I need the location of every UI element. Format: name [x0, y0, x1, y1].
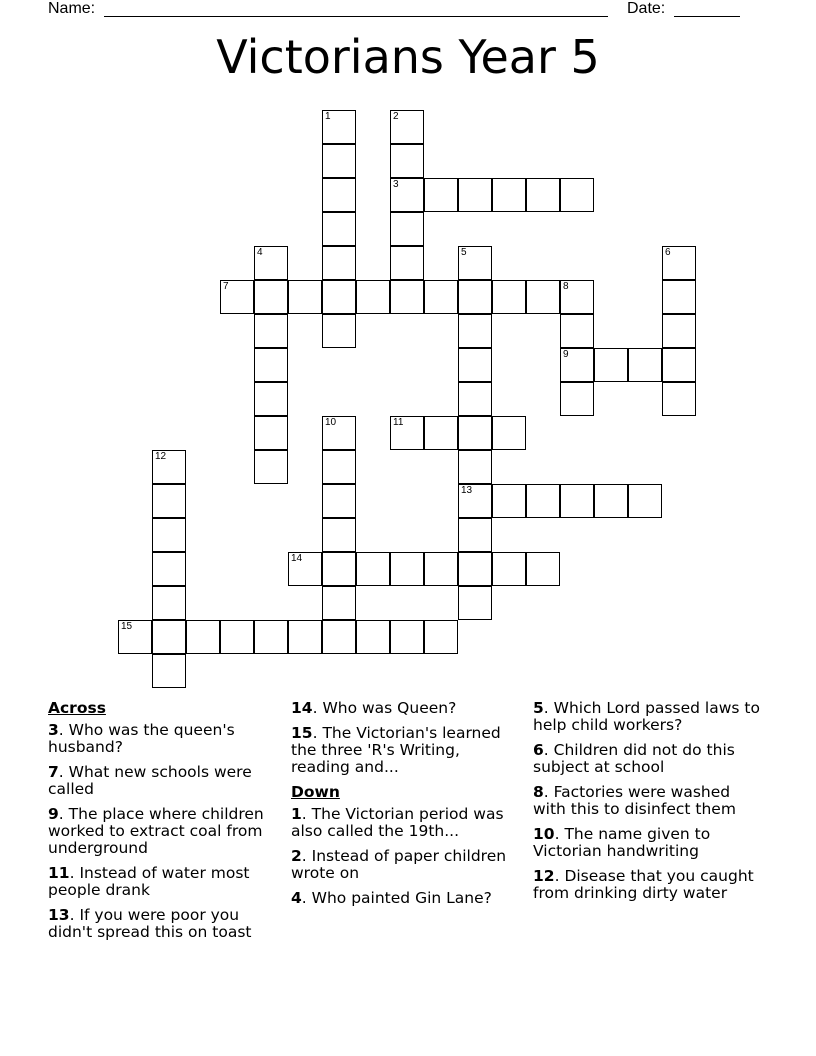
grid-cell[interactable]	[322, 314, 356, 348]
grid-cell[interactable]	[492, 484, 526, 518]
grid-cell[interactable]	[390, 552, 424, 586]
grid-cell[interactable]	[322, 246, 356, 280]
date-label: Date:	[627, 0, 666, 17]
grid-cell[interactable]	[560, 314, 594, 348]
grid-cell[interactable]	[118, 620, 152, 654]
across-clue-7: 7. What new schools were called	[48, 763, 252, 798]
grid-cell[interactable]	[254, 314, 288, 348]
grid-cell[interactable]	[322, 280, 356, 314]
grid-cell[interactable]	[458, 416, 492, 450]
grid-cell[interactable]	[152, 654, 186, 688]
clue-text: The place where children worked to extract coal from underground	[48, 805, 264, 857]
clue-number: 13	[48, 906, 70, 924]
clue-text: Children did not do this subject at school	[533, 741, 735, 776]
cell-number: 6	[665, 247, 671, 258]
grid-cell[interactable]	[458, 348, 492, 382]
down-clue-5: 5. Which Lord passed laws to help child workers?	[533, 699, 760, 734]
grid-cell[interactable]	[458, 518, 492, 552]
down-clue-8: 8. Factories were washed with this to disinfect them	[533, 783, 736, 818]
grid-cell[interactable]	[662, 314, 696, 348]
grid-cell[interactable]	[322, 178, 356, 212]
clue-number: 11	[48, 864, 70, 882]
grid-cell[interactable]	[152, 552, 186, 586]
grid-cell[interactable]	[424, 552, 458, 586]
clue-text: Disease that you caught from drinking dirty water	[533, 867, 754, 902]
grid-cell[interactable]	[492, 280, 526, 314]
grid-cell[interactable]	[254, 416, 288, 450]
grid-cell[interactable]	[526, 484, 560, 518]
grid-cell[interactable]	[560, 484, 594, 518]
grid-cell[interactable]	[458, 382, 492, 416]
grid-cell[interactable]	[458, 586, 492, 620]
grid-cell[interactable]	[662, 382, 696, 416]
grid-cell[interactable]	[322, 518, 356, 552]
grid-cell[interactable]	[628, 484, 662, 518]
grid-cell[interactable]	[390, 110, 424, 144]
clue-text: Who was Queen?	[322, 699, 457, 717]
grid-cell[interactable]	[662, 246, 696, 280]
grid-cell[interactable]	[220, 280, 254, 314]
clue-text: Instead of paper children wrote on	[291, 847, 507, 882]
clue-text: Who was the queen's husband?	[48, 721, 235, 756]
across-clue-3: 3. Who was the queen's husband?	[48, 721, 235, 756]
clue-text: Who painted Gin Lane?	[311, 889, 492, 907]
down-clue-10: 10. The name given to Victorian handwriting	[533, 825, 711, 860]
grid-cell[interactable]	[628, 348, 662, 382]
cell-number: 15	[121, 621, 133, 632]
name-label: Name:	[48, 0, 96, 17]
clue-number: 14	[291, 699, 313, 717]
grid-cell[interactable]	[322, 212, 356, 246]
grid-cell[interactable]	[322, 110, 356, 144]
clue-text: What new schools were called	[48, 763, 252, 798]
clue-text: The Victorian period was also called the 19th...	[291, 805, 504, 840]
grid-cell[interactable]	[424, 280, 458, 314]
clue-number: 3	[48, 721, 59, 739]
grid-cell[interactable]	[560, 178, 594, 212]
down-clue-4: 4. Who painted Gin Lane?	[291, 889, 492, 907]
clue-number: 2	[291, 847, 302, 865]
cell-number: 8	[563, 281, 569, 292]
grid-cell[interactable]	[560, 348, 594, 382]
grid-cell[interactable]	[526, 552, 560, 586]
grid-cell[interactable]	[390, 144, 424, 178]
across-clue-14: 14. Who was Queen?	[291, 699, 457, 717]
grid-cell[interactable]	[288, 620, 322, 654]
grid-cell[interactable]	[322, 416, 356, 450]
page-title: Victorians Year 5	[216, 30, 600, 84]
cell-number: 14	[291, 553, 303, 564]
clue-number: 4	[291, 889, 302, 907]
grid-cell[interactable]	[458, 314, 492, 348]
cell-number: 13	[461, 485, 473, 496]
clue-number: 10	[533, 825, 555, 843]
grid-cell[interactable]	[492, 416, 526, 450]
clue-text: Which Lord passed laws to help child workers?	[533, 699, 760, 734]
grid-cell[interactable]	[458, 178, 492, 212]
cell-number: 10	[325, 417, 337, 428]
down-clue-12: 12. Disease that you caught from drinking dirty water	[533, 867, 754, 902]
grid-cell[interactable]	[152, 518, 186, 552]
clue-number: 15	[291, 724, 313, 742]
grid-cell[interactable]	[458, 280, 492, 314]
grid-cell[interactable]	[458, 246, 492, 280]
grid-cell[interactable]	[390, 212, 424, 246]
clue-number: 5	[533, 699, 544, 717]
grid-cell[interactable]	[220, 620, 254, 654]
clue-number: 7	[48, 763, 59, 781]
grid-cell[interactable]	[322, 450, 356, 484]
grid-cell[interactable]	[424, 620, 458, 654]
down-clue-2: 2. Instead of paper children wrote on	[291, 847, 507, 882]
grid-cell[interactable]	[254, 450, 288, 484]
grid-cell[interactable]	[458, 450, 492, 484]
grid-cell[interactable]	[254, 348, 288, 382]
cell-number: 9	[563, 349, 569, 360]
grid-cell[interactable]	[560, 280, 594, 314]
grid-cell[interactable]	[254, 382, 288, 416]
grid-cell[interactable]	[390, 246, 424, 280]
grid-cell[interactable]	[254, 620, 288, 654]
clue-number: 8	[533, 783, 544, 801]
across-clue-9: 9. The place where children worked to extract coal from underground	[48, 805, 264, 857]
grid-cell[interactable]	[254, 246, 288, 280]
grid-cell[interactable]	[152, 484, 186, 518]
grid-cell[interactable]	[322, 484, 356, 518]
clue-number: 12	[533, 867, 555, 885]
grid-cell[interactable]	[594, 484, 628, 518]
grid-cell[interactable]	[356, 280, 390, 314]
grid-cell[interactable]	[390, 178, 424, 212]
clue-column-1	[48, 700, 288, 949]
cell-number: 3	[393, 179, 399, 190]
grid-cell[interactable]	[560, 382, 594, 416]
grid-cell[interactable]	[492, 552, 526, 586]
grid-cell[interactable]	[322, 620, 356, 654]
grid-cell[interactable]	[492, 178, 526, 212]
clue-text: Factories were washed with this to disinfect them	[533, 783, 736, 818]
grid-cell[interactable]	[356, 620, 390, 654]
cell-number: 5	[461, 247, 467, 258]
grid-cell[interactable]	[424, 178, 458, 212]
cell-number: 7	[223, 281, 229, 292]
grid-cell[interactable]	[526, 178, 560, 212]
clue-text: The name given to Victorian handwriting	[533, 825, 711, 860]
grid-cell[interactable]	[322, 144, 356, 178]
cell-number: 4	[257, 247, 263, 258]
clue-number: 1	[291, 805, 302, 823]
grid-cell[interactable]	[458, 484, 492, 518]
clue-text: Instead of water most people drank	[48, 864, 250, 899]
across-clue-11: 11. Instead of water most people drank	[48, 864, 250, 899]
grid-cell[interactable]	[424, 416, 458, 450]
grid-cell[interactable]	[152, 450, 186, 484]
grid-cell[interactable]	[152, 586, 186, 620]
cell-number: 12	[155, 451, 167, 462]
across-heading: Across	[48, 699, 106, 717]
grid-cell[interactable]	[288, 280, 322, 314]
clue-text: The Victorian's learned the three 'R's Writing, reading and...	[291, 724, 501, 776]
grid-cell[interactable]	[322, 586, 356, 620]
grid-cell[interactable]	[356, 552, 390, 586]
across-clue-15: 15. The Victorian's learned the three 'R's Writing, reading and...	[291, 724, 501, 776]
clue-number: 9	[48, 805, 59, 823]
clue-number: 6	[533, 741, 544, 759]
grid-cell[interactable]	[288, 552, 322, 586]
clue-column-2	[291, 700, 519, 915]
clue-column-3	[533, 700, 763, 910]
grid-cell[interactable]	[186, 620, 220, 654]
grid-cell[interactable]	[390, 416, 424, 450]
down-clue-6: 6. Children did not do this subject at school	[533, 741, 735, 776]
grid-cell[interactable]	[458, 552, 492, 586]
grid-cell[interactable]	[662, 280, 696, 314]
cell-number: 1	[325, 111, 331, 122]
grid-cell[interactable]	[322, 552, 356, 586]
across-clue-13: 13. If you were poor you didn't spread this on toast	[48, 906, 252, 941]
grid-cell[interactable]	[390, 280, 424, 314]
down-heading: Down	[291, 783, 340, 801]
cell-number: 2	[393, 111, 399, 122]
clue-text: If you were poor you didn't spread this on toast	[48, 906, 252, 941]
grid-cell[interactable]	[662, 348, 696, 382]
down-clue-1: 1. The Victorian period was also called the 19th...	[291, 805, 504, 840]
grid-cell[interactable]	[594, 348, 628, 382]
grid-cell[interactable]	[390, 620, 424, 654]
grid-cell[interactable]	[152, 620, 186, 654]
cell-number: 11	[393, 417, 404, 428]
grid-cell[interactable]	[254, 280, 288, 314]
grid-cell[interactable]	[526, 280, 560, 314]
